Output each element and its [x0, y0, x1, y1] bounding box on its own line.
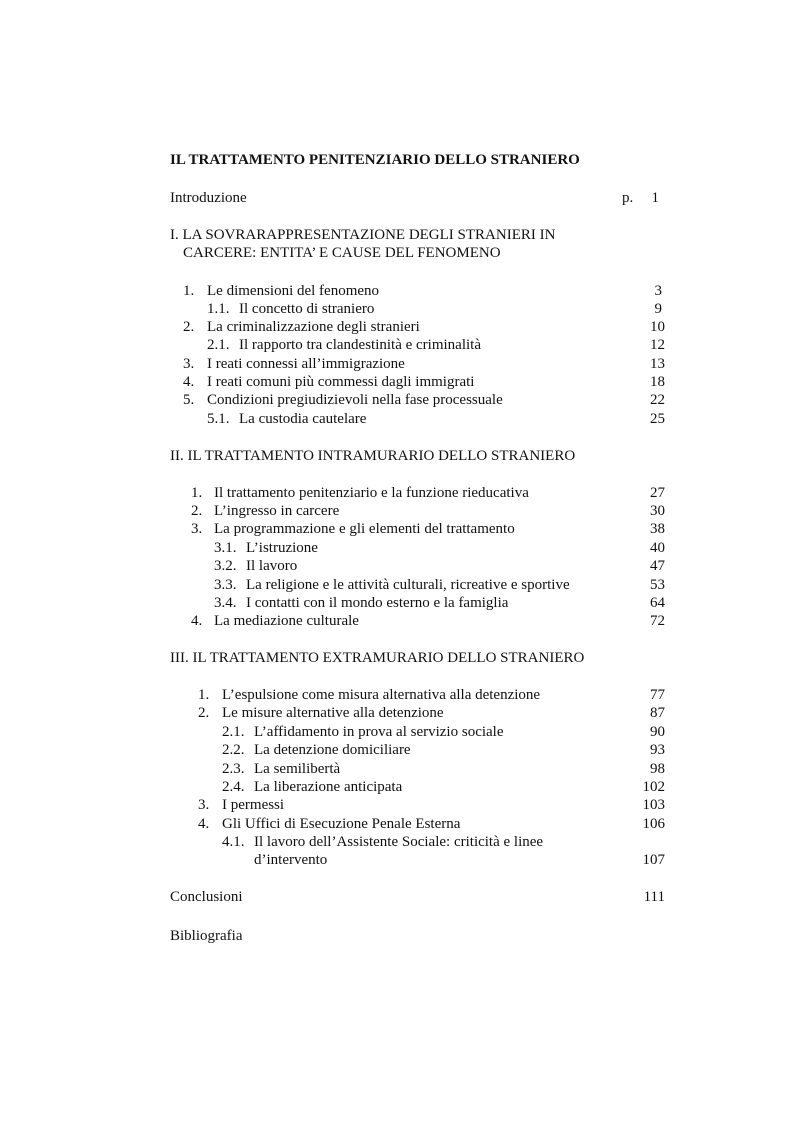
toc-entry-text: Il rapporto tra clandestinità e criminalità	[239, 337, 481, 353]
toc-entry-text: Il trattamento penitenziario e la funzione rieducativa	[214, 485, 529, 501]
toc-entry-page: 77	[650, 687, 665, 703]
toc-entry-page: 53	[650, 577, 665, 593]
chapter3-heading: III. IL TRATTAMENTO EXTRAMURARIO DELLO STRANIERO	[170, 650, 585, 666]
toc-entry-text: Le dimensioni del fenomeno	[207, 283, 380, 299]
toc-entry-num: 4.1.	[222, 834, 245, 850]
chapter2-heading: II. IL TRATTAMENTO INTRAMURARIO DELLO STRANIERO	[170, 448, 576, 464]
toc-entry-page: 13	[650, 356, 665, 372]
toc-entry-page: 103	[642, 797, 665, 813]
toc-entry-page: 90	[650, 724, 665, 740]
toc-entry-num: 1.	[191, 485, 203, 501]
toc-entry-page: 27	[650, 485, 665, 501]
document-title: IL TRATTAMENTO PENITENZIARIO DELLO STRANIERO	[170, 152, 580, 168]
toc-entry-num: 2.1.	[207, 337, 230, 353]
conclusions-label: Conclusioni	[170, 889, 243, 905]
toc-entry-num: 3.	[191, 521, 203, 537]
toc-entry-num: 2.2.	[222, 742, 245, 758]
toc-entry-num: 5.1.	[207, 411, 230, 427]
toc-entry-num: 4.	[191, 613, 203, 629]
toc-entry-text: L’ingresso in carcere	[214, 503, 340, 519]
toc-entry-page: 107	[642, 852, 665, 868]
toc-entry-text: L’affidamento in prova al servizio sociale	[254, 724, 504, 740]
toc-entry-text: La criminalizzazione degli stranieri	[207, 319, 420, 335]
toc-entry-num: 1.1.	[207, 301, 230, 317]
toc-entry-num: 2.	[191, 503, 203, 519]
toc-entry-num: 2.3.	[222, 761, 245, 777]
toc-entry-page: 3	[654, 283, 662, 299]
toc-entry-num: 4.	[198, 816, 210, 832]
toc-entry-page: 40	[650, 540, 665, 556]
toc-entry-text: L’istruzione	[246, 540, 318, 556]
toc-entry-page: 47	[650, 558, 665, 574]
toc-entry-text: La semilibertà	[254, 761, 341, 777]
toc-entry-page: 12	[650, 337, 665, 353]
toc-entry-num: 3.1.	[214, 540, 237, 556]
toc-entry-text: Condizioni pregiudizievoli nella fase processuale	[207, 392, 503, 408]
toc-entry-text-continued: d’intervento	[254, 852, 328, 868]
toc-entry-page: 18	[650, 374, 665, 390]
chapter1-heading-line2: CARCERE: ENTITA’ E CAUSE DEL FENOMENO	[183, 245, 501, 261]
toc-entry-text: La programmazione e gli elementi del trattamento	[214, 521, 515, 537]
toc-entry-num: 1.	[198, 687, 210, 703]
toc-entry-text: I contatti con il mondo esterno e la famiglia	[246, 595, 509, 611]
intro-label: Introduzione	[170, 190, 247, 206]
toc-entry-page: 98	[650, 761, 665, 777]
toc-entry-text: Gli Uffici di Esecuzione Penale Esterna	[222, 816, 461, 832]
toc-entry-num: 3.4.	[214, 595, 237, 611]
toc-entry-text: Il lavoro	[246, 558, 298, 574]
toc-entry-text: I reati connessi all’immigrazione	[207, 356, 405, 372]
toc-entry-num: 2.4.	[222, 779, 245, 795]
toc-entry-page: 64	[650, 595, 665, 611]
toc-entry-text: I permessi	[222, 797, 285, 813]
toc-entry-num: 1.	[183, 283, 195, 299]
toc-entry-page: 38	[650, 521, 665, 537]
toc-entry-text: Le misure alternative alla detenzione	[222, 705, 444, 721]
toc-entry-page: 72	[650, 613, 665, 629]
toc-entry-num: 3.3.	[214, 577, 237, 593]
toc-entry-page: 25	[650, 411, 665, 427]
toc-entry-page: 93	[650, 742, 665, 758]
toc-entry-text: La mediazione culturale	[214, 613, 359, 629]
intro-page: 1	[651, 190, 659, 206]
toc-entry-text: L’espulsione come misura alternativa alla detenzione	[222, 687, 541, 703]
toc-entry-page: 22	[650, 392, 665, 408]
toc-entry-text: I reati comuni più commessi dagli immigrati	[207, 374, 475, 390]
toc-entry-text: Il lavoro dell’Assistente Sociale: criticità e linee	[254, 834, 544, 850]
toc-entry-page: 106	[642, 816, 665, 832]
chapter1-heading-line1: I. LA SOVRARAPPRESENTAZIONE DEGLI STRANIERI IN	[170, 227, 556, 243]
bibliography-label: Bibliografia	[170, 928, 243, 944]
toc-entry-page: 102	[642, 779, 665, 795]
toc-entry-text: La religione e le attività culturali, ricreative e sportive	[246, 577, 570, 593]
toc-entry-page: 30	[650, 503, 665, 519]
toc-entry-text: La detenzione domiciliare	[254, 742, 411, 758]
toc-entry-text: La liberazione anticipata	[254, 779, 403, 795]
toc-entry-num: 3.2.	[214, 558, 237, 574]
toc-entry-num: 5.	[183, 392, 195, 408]
conclusions-page: 111	[643, 889, 665, 905]
toc-entry-num: 3.	[198, 797, 210, 813]
toc-entry-num: 2.1.	[222, 724, 245, 740]
toc-entry-num: 4.	[183, 374, 195, 390]
toc-entry-page: 10	[650, 319, 665, 335]
toc-entry-page: 9	[654, 301, 662, 317]
intro-page-prefix: p.	[622, 190, 634, 206]
toc-entry-num: 3.	[183, 356, 195, 372]
toc-entry-num: 2.	[198, 705, 210, 721]
toc-entry-text: La custodia cautelare	[239, 411, 367, 427]
toc-entry-text: Il concetto di straniero	[239, 301, 375, 317]
toc-entry-num: 2.	[183, 319, 195, 335]
toc-entry-page: 87	[650, 705, 665, 721]
